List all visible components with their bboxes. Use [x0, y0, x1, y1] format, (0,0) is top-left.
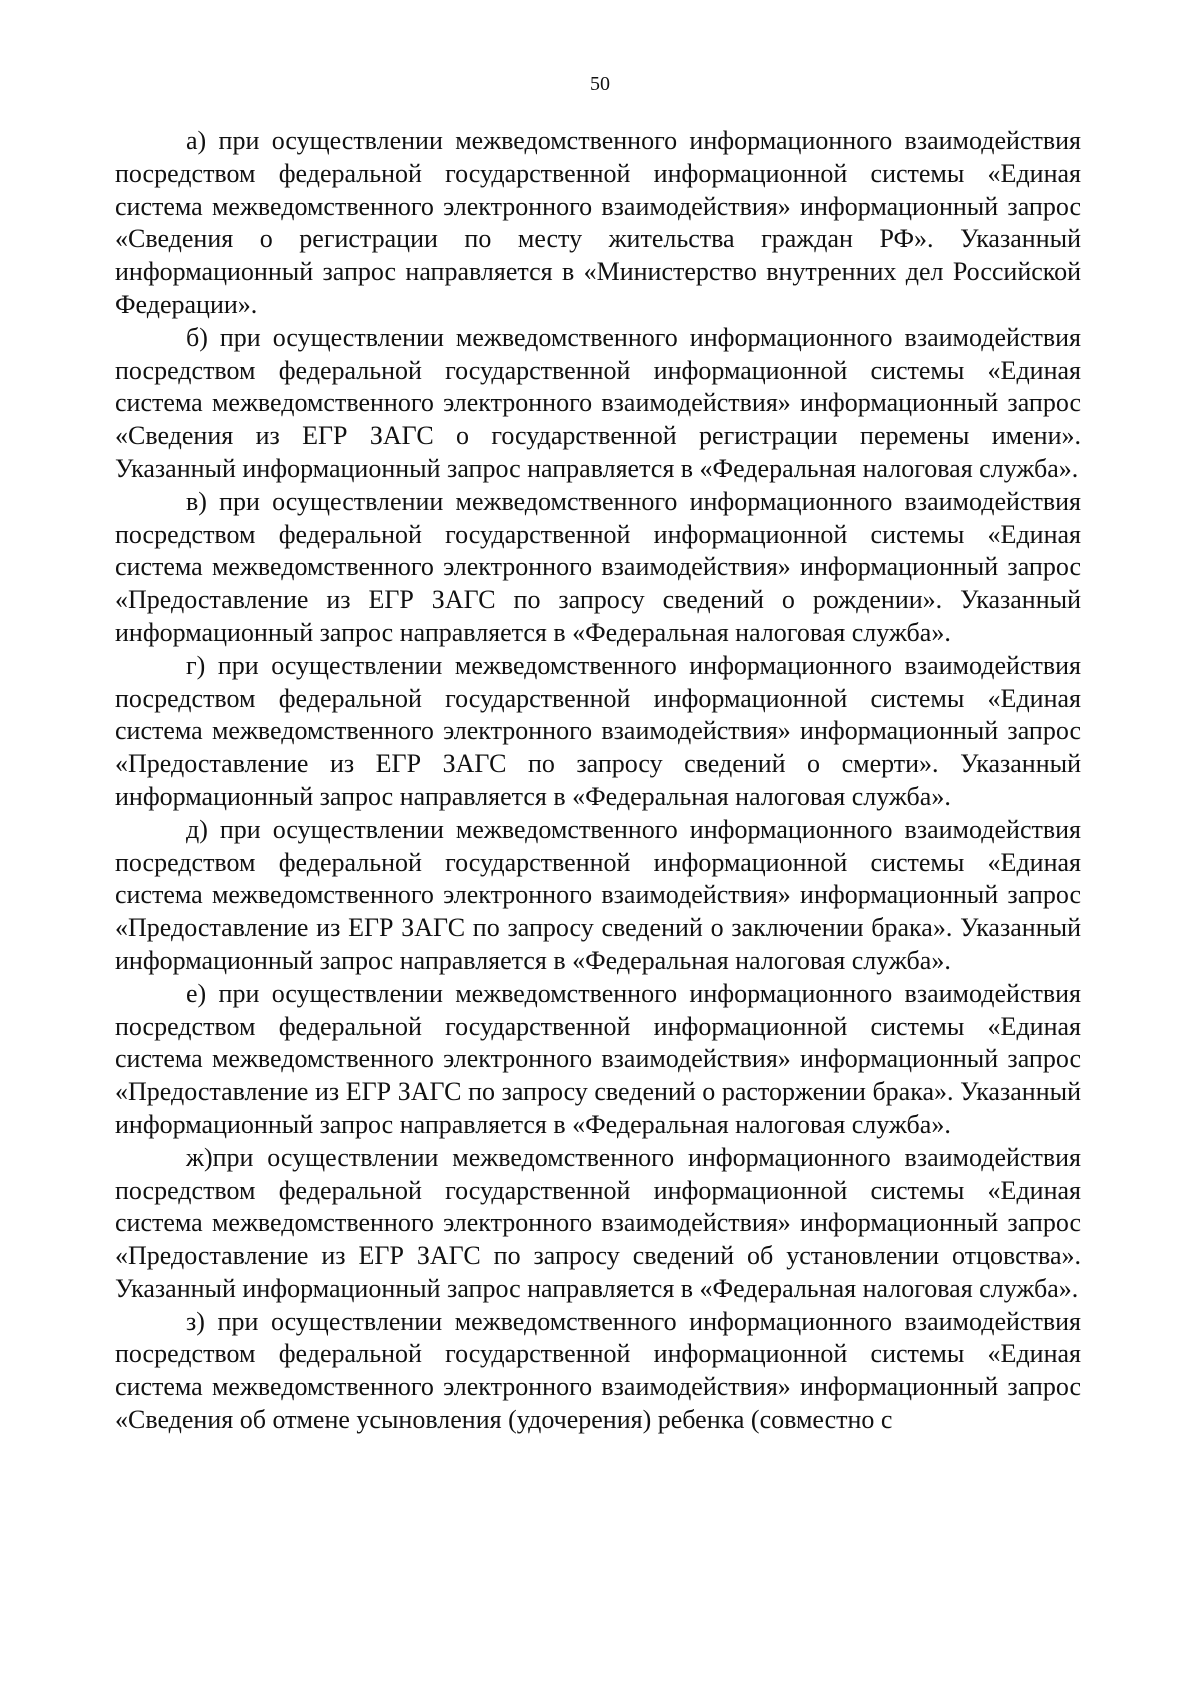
paragraph-a: а) при осуществлении межведомственного информационного взаимодействия посредством федеральной государственной информационной системы «Единая система межведомственного электронного взаимодействия» информационный запрос «Сведения о регистрации по месту жительства граждан РФ». Указанный информационный запрос направляется в «Министерство внутренних дел Российской Федерации». [115, 126, 1081, 319]
paragraph-zh: ж)при осуществлении межведомственного информационного взаимодействия посредством федеральной государственной информационной системы «Единая система межведомственного электронного взаимодействия» информационный запрос «Предоставление из ЕГР ЗАГС по запросу сведений об установлении отцовства». Указанный информационный запрос направляется в «Федеральная налоговая служба». [115, 1142, 1081, 1303]
paragraph-e: е) при осуществлении межведомственного информационного взаимодействия посредством федеральной государственной информационной системы «Единая система межведомственного электронного взаимодействия» информационный запрос «Предоставление из ЕГР ЗАГС по запросу сведений о расторжении брака». Указанный информационный запрос направляется в «Федеральная налоговая служба». [115, 978, 1081, 1139]
paragraph-d: д) при осуществлении межведомственного информационного взаимодействия посредством федеральной государственной информационной системы «Единая система межведомственного электронного взаимодействия» информационный запрос «Предоставление из ЕГР ЗАГС по запросу сведений о заключении брака». Указанный информационный запрос направляется в «Федеральная налоговая служба». [115, 814, 1081, 975]
page-number: 50 [590, 73, 610, 95]
paragraph-g: г) при осуществлении межведомственного информационного взаимодействия посредством федеральной государственной информационной системы «Единая система межведомственного электронного взаимодействия» информационный запрос «Предоставление из ЕГР ЗАГС по запросу сведений о смерти». Указанный информационный запрос направляется в «Федеральная налоговая служба». [115, 650, 1081, 811]
document-body [115, 125, 1081, 1437]
paragraph-b: б) при осуществлении межведомственного информационного взаимодействия посредством федеральной государственной информационной системы «Единая система межведомственного электронного взаимодействия» информационный запрос «Сведения из ЕГР ЗАГС о государственной регистрации перемены имени». Указанный информационный запрос направляется в «Федеральная налоговая служба». [115, 322, 1081, 483]
paragraph-z: з) при осуществлении межведомственного информационного взаимодействия посредством федеральной государственной информационной системы «Единая система межведомственного электронного взаимодействия» информационный запрос «Сведения об отмене усыновления (удочерения) ребенка (совместно с [115, 1306, 1081, 1435]
paragraph-v: в) при осуществлении межведомственного информационного взаимодействия посредством федеральной государственной информационной системы «Единая система межведомственного электронного взаимодействия» информационный запрос «Предоставление из ЕГР ЗАГС по запросу сведений о рождении». Указанный информационный запрос направляется в «Федеральная налоговая служба». [115, 486, 1081, 647]
